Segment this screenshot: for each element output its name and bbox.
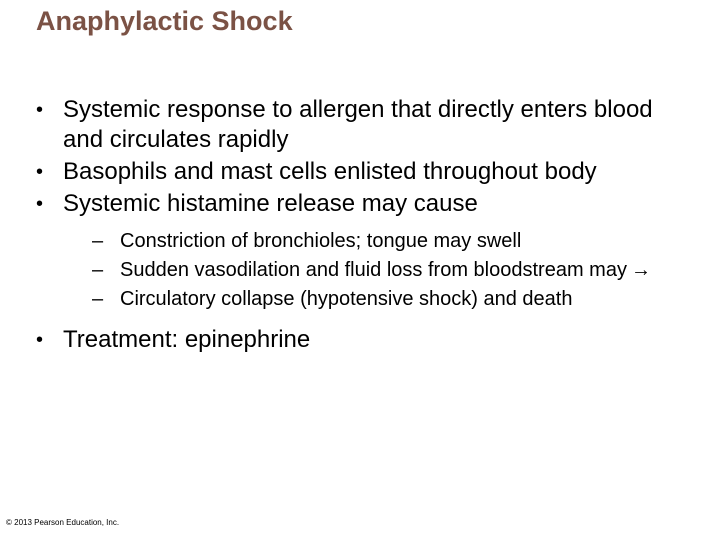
bullet-marker: • [36,329,44,351]
sub-bullet-marker: – [92,259,104,281]
bullet-item [36,95,686,155]
bullet-text: Treatment: epinephrine [63,326,311,353]
sub-bullet-item [63,228,686,254]
sub-bullet-text: Circulatory collapse (hypotensive shock) and death [120,288,573,310]
sub-bullet-text: Sudden vasodilation and fluid loss from bloodstream may [120,259,627,281]
bullet-text: Basophils and mast cells enlisted throughout body [63,158,597,185]
slide-title: Anaphylactic Shock [36,6,293,36]
sub-bullet-marker: – [92,288,104,310]
sub-bullet-marker: – [92,230,104,252]
bullet-item [36,157,686,187]
copyright-footer: © 2013 Pearson Education, Inc. [6,518,120,527]
bullet-marker: • [36,193,44,215]
bullet-text: Systemic histamine release may cause [63,190,478,217]
bullet-marker: • [36,99,44,121]
sub-bullet-item [63,257,686,283]
bullet-item [36,189,686,312]
bullet-item [36,325,686,355]
bullet-list [36,95,686,357]
sub-bullet-list [63,228,686,312]
sub-bullet-item [63,286,686,312]
arrow-right-icon: → [630,259,651,281]
bullet-marker: • [36,161,44,183]
sub-bullet-text: Constriction of bronchioles; tongue may swell [120,230,522,252]
bullet-text: Systemic response to allergen that directly enters blood and circulates rapidly [63,96,653,153]
